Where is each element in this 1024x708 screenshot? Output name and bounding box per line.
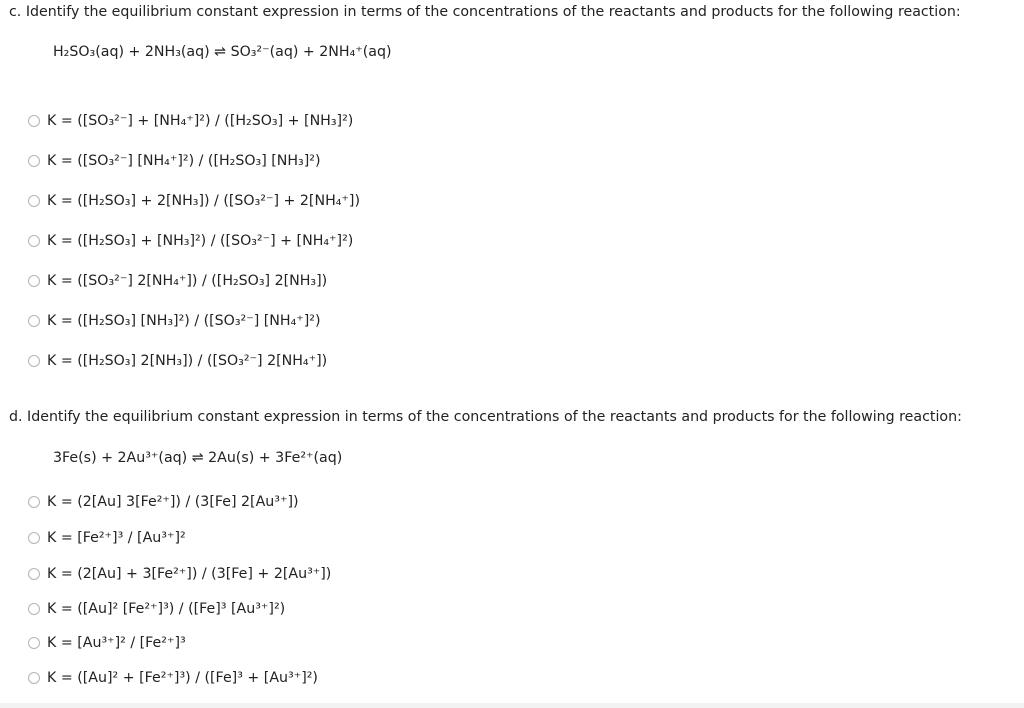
question-c-reaction: H₂SO₃(aq) + 2NH₃(aq) ⇌ SO₃²⁻(aq) + 2NH₄⁺(aq) [53,44,392,60]
option-text: K = ([SO₃²⁻] 2[NH₄⁺]) / ([H₂SO₃] 2[NH₃]) [47,273,328,289]
option-text: K = ([H₂SO₃] 2[NH₃]) / ([SO₃²⁻] 2[NH₄⁺]) [47,353,328,369]
radio-button[interactable] [28,496,40,508]
radio-button[interactable] [28,603,40,615]
question-d-option-5[interactable] [28,632,186,654]
radio-button[interactable] [28,315,40,327]
question-d-option-1[interactable] [28,491,299,513]
question-d-title: d. Identify the equilibrium constant expression in terms of the concentrations of the reactants and products for the following reaction: [9,409,962,425]
radio-button[interactable] [28,155,40,167]
option-text: K = ([H₂SO₃] + [NH₃]²) / ([SO₃²⁻] + [NH₄⁺]²) [47,233,354,249]
radio-button[interactable] [28,195,40,207]
radio-button[interactable] [28,275,40,287]
question-c-option-6[interactable] [28,310,321,332]
option-text: K = ([H₂SO₃] + 2[NH₃]) / ([SO₃²⁻] + 2[NH₄⁺]) [47,193,360,209]
radio-button[interactable] [28,637,40,649]
question-c-option-4[interactable] [28,230,353,252]
option-text: K = (2[Au] + 3[Fe²⁺]) / (3[Fe] + 2[Au³⁺]) [47,566,332,582]
question-c-option-5[interactable] [28,270,327,292]
option-text: K = [Fe²⁺]³ / [Au³⁺]² [47,530,186,546]
question-c-option-2[interactable] [28,150,321,172]
radio-button[interactable] [28,672,40,684]
question-d-option-2[interactable] [28,527,186,549]
option-text: K = ([Au]² [Fe²⁺]³) / ([Fe]³ [Au³⁺]²) [47,601,286,617]
option-text: K = ([H₂SO₃] [NH₃]²) / ([SO₃²⁻] [NH₄⁺]²) [47,313,321,329]
radio-button[interactable] [28,115,40,127]
option-text: K = (2[Au] 3[Fe²⁺]) / (3[Fe] 2[Au³⁺]) [47,494,299,510]
radio-button[interactable] [28,235,40,247]
question-d-option-6[interactable] [28,667,318,689]
question-c-option-7[interactable] [28,350,327,372]
question-c-title: c. Identify the equilibrium constant expression in terms of the concentrations of the reactants and products for the following reaction: [9,4,961,20]
option-text: K = [Au³⁺]² / [Fe²⁺]³ [47,635,186,651]
question-d-option-4[interactable] [28,598,285,620]
question-c-option-1[interactable] [28,110,353,132]
question-d-option-3[interactable] [28,563,331,585]
option-text: K = ([SO₃²⁻] [NH₄⁺]²) / ([H₂SO₃] [NH₃]²) [47,153,321,169]
radio-button[interactable] [28,532,40,544]
option-text: K = ([Au]² + [Fe²⁺]³) / ([Fe]³ + [Au³⁺]²) [47,670,318,686]
question-c-option-3[interactable] [28,190,360,212]
bottom-divider [0,703,1024,708]
radio-button[interactable] [28,568,40,580]
option-text: K = ([SO₃²⁻] + [NH₄⁺]²) / ([H₂SO₃] + [NH₃]²) [47,113,354,129]
question-d-reaction: 3Fe(s) + 2Au³⁺(aq) ⇌ 2Au(s) + 3Fe²⁺(aq) [53,450,343,466]
radio-button[interactable] [28,355,40,367]
